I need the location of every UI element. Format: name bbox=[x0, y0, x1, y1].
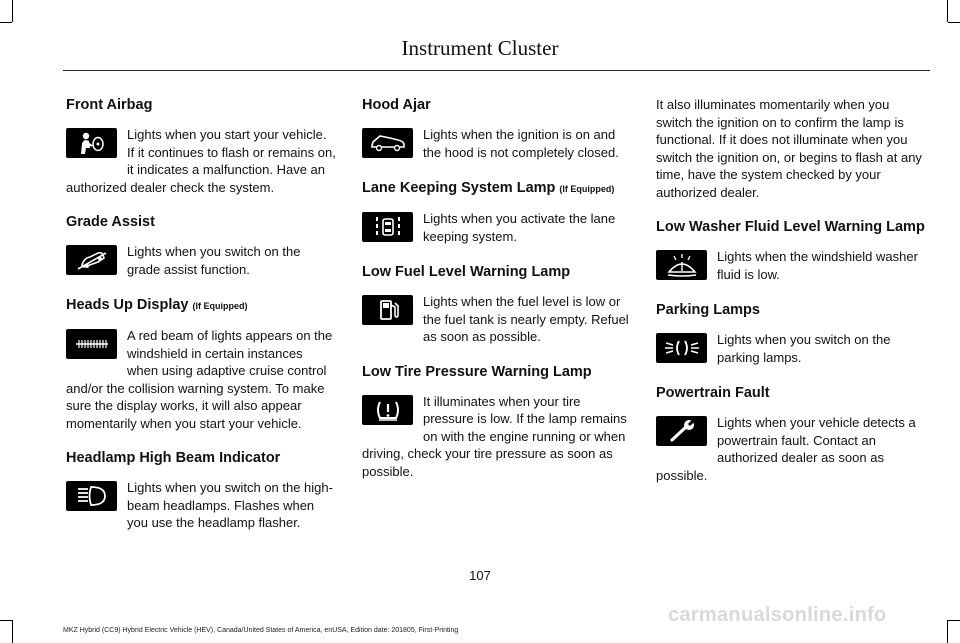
section-entry bbox=[362, 293, 632, 346]
watermark: carmanualsonline.info bbox=[668, 604, 887, 626]
section-description: Lights when the fuel level is low or the fuel tank is nearly empty. Refuel as soon as possible. bbox=[423, 294, 629, 344]
section-description: Lights when the ignition is on and the hood is not completely closed. bbox=[423, 127, 619, 160]
section-description: Lights when your vehicle detects a powertrain fault. Contact an authorized dealer as soon as possible. bbox=[656, 415, 916, 483]
section-entry bbox=[66, 243, 336, 279]
section-description: Lights when the windshield washer fluid is low. bbox=[717, 249, 918, 282]
parking-lamps-icon bbox=[656, 333, 707, 363]
footer-edition-info: MKZ Hybrid (CC9) Hybrid Electric Vehicle (HEV), Canada/United States of America, enUSA, Edition date: 201805, First-Printing bbox=[63, 627, 459, 634]
crop-mark bbox=[948, 620, 960, 621]
section-powertrain-fault bbox=[656, 384, 926, 484]
section-entry bbox=[656, 331, 926, 367]
section-hood-ajar bbox=[362, 96, 632, 162]
section-grade-assist bbox=[66, 213, 336, 279]
section-title: Parking Lamps bbox=[656, 302, 760, 318]
crop-mark bbox=[947, 0, 948, 22]
header-divider bbox=[63, 70, 930, 71]
section-entry bbox=[66, 126, 336, 196]
section-title: Front Airbag bbox=[66, 97, 153, 113]
wrench-icon bbox=[656, 416, 707, 446]
section-title: Low Tire Pressure Warning Lamp bbox=[362, 363, 592, 380]
section-description: Lights when you switch on the high-beam headlamps. Flashes when you use the headlamp flasher. bbox=[127, 480, 333, 530]
crop-mark bbox=[947, 620, 948, 643]
column-1 bbox=[66, 96, 336, 549]
section-description: A red beam of lights appears on the windshield in certain instances when using adaptive cruise control and/or the collision warning system. To make sure the display works, it will also appear momentarily when you start your vehicle. bbox=[66, 328, 333, 431]
section-description: Lights when you start your vehicle. If it continues to flash or remains on, it indicates a malfunction. Have an authorized dealer check the system. bbox=[66, 127, 336, 195]
section-title: Headlamp High Beam Indicator bbox=[66, 450, 281, 466]
heads-up-display-icon bbox=[66, 329, 117, 359]
hood-ajar-icon bbox=[362, 128, 413, 158]
section-entry bbox=[362, 210, 632, 246]
section-entry bbox=[362, 126, 632, 162]
grade-assist-icon bbox=[66, 245, 117, 275]
intro-paragraph: It also illuminates momentarily when you switch the ignition on to confirm the lamp is functional. If it does not illuminate when you switch the ignition on, or begins to flash at any time, have the system checked by your authorized dealer. bbox=[656, 97, 922, 200]
tire-pressure-icon bbox=[362, 395, 413, 425]
crop-mark bbox=[0, 22, 12, 23]
washer-fluid-icon bbox=[656, 250, 707, 280]
section-entry bbox=[362, 393, 632, 481]
column-3 bbox=[656, 96, 926, 501]
section-title: Hood Ajar bbox=[362, 97, 431, 113]
page-number: 107 bbox=[469, 568, 491, 583]
section-title: Low Fuel Level Warning Lamp bbox=[362, 264, 571, 280]
crop-mark bbox=[0, 620, 12, 621]
section-description: Lights when you switch on the parking lamps. bbox=[717, 332, 891, 365]
section-description: Lights when you switch on the grade assist function. bbox=[127, 244, 301, 277]
section-entry bbox=[66, 327, 336, 432]
section-front-airbag bbox=[66, 96, 336, 196]
crop-mark bbox=[12, 0, 13, 22]
section-heads-up-display bbox=[66, 296, 336, 432]
section-high-beam bbox=[66, 449, 336, 532]
airbag-icon bbox=[66, 128, 117, 158]
section-entry bbox=[656, 248, 926, 284]
lane-keeping-icon bbox=[362, 212, 413, 242]
section-entry bbox=[656, 414, 926, 484]
section-title: Powertrain Fault bbox=[656, 385, 770, 401]
crop-mark bbox=[12, 620, 13, 643]
crop-mark bbox=[948, 22, 960, 23]
section-low-fuel bbox=[362, 263, 632, 346]
section-description: Lights when you activate the lane keeping system. bbox=[423, 211, 616, 244]
section-description: It illuminates when your tire pressure is low. If the lamp remains on with the engine running or when driving, check your tire pressure as soon as possible. bbox=[362, 393, 627, 479]
section-entry bbox=[66, 479, 336, 532]
high-beam-icon bbox=[66, 481, 117, 511]
section-title: Lane Keeping System Lamp (If Equipped) bbox=[362, 180, 615, 196]
section-title: Grade Assist bbox=[66, 214, 155, 230]
column-2 bbox=[362, 96, 632, 497]
section-title: Low Washer Fluid Level Warning Lamp bbox=[656, 219, 925, 235]
page-title: Instrument Cluster bbox=[401, 36, 559, 60]
fuel-pump-icon bbox=[362, 295, 413, 325]
section-washer-fluid bbox=[656, 218, 926, 284]
section-title: Heads Up Display (If Equipped) bbox=[66, 297, 248, 313]
section-parking-lamps bbox=[656, 301, 926, 367]
section-lane-keeping bbox=[362, 179, 632, 246]
section-tire-pressure bbox=[362, 363, 632, 481]
